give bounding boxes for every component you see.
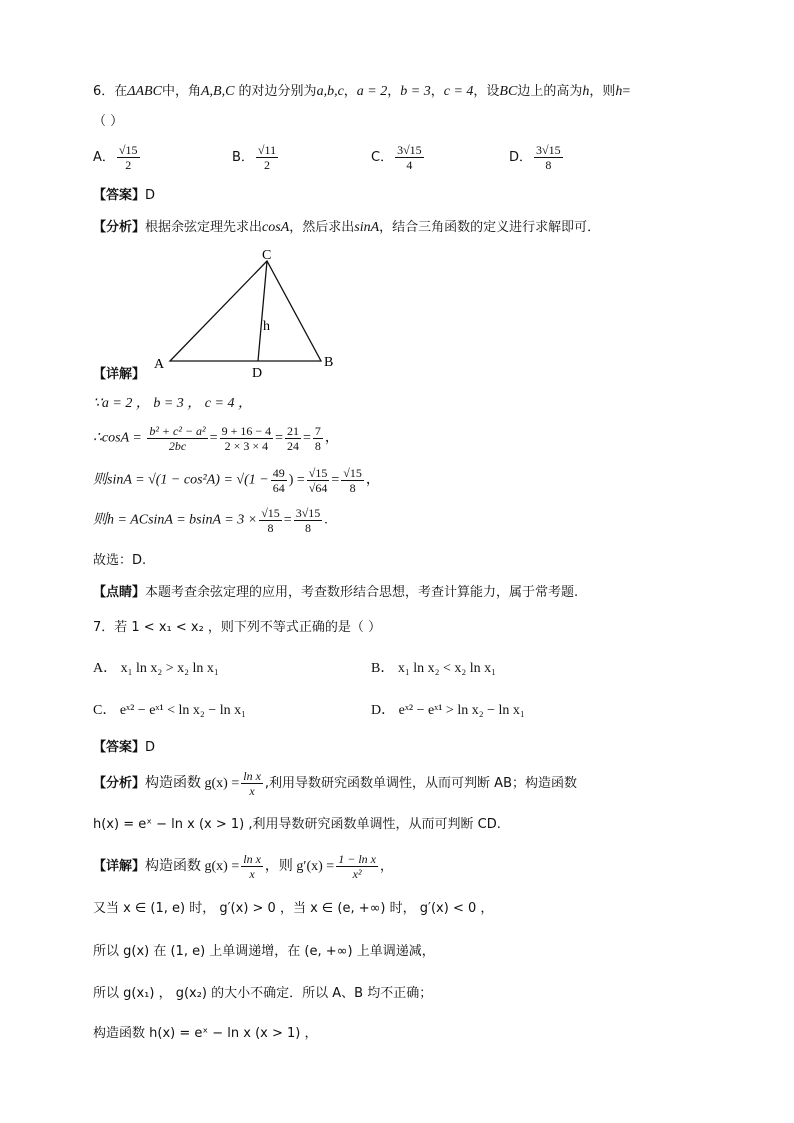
q6-stem-text: 中，角: [161, 84, 201, 99]
q6-given-values: ∵a = 2 ， b = 3 ， c = 4 ，: [93, 396, 252, 411]
q6-answer: [93, 189, 155, 202]
denominator: 8: [267, 521, 274, 535]
answer-tag: 【答案】: [93, 740, 146, 755]
detail-text: ，则 g′(x) =: [264, 859, 335, 874]
altitude-cd: [258, 261, 267, 361]
q6-stem-text: ，: [343, 84, 357, 99]
q7-detail-line4: 所以 g(x₁) ， g(x₂) 的大小不确定．所以 A、B 均不正确；: [93, 986, 433, 1001]
formula-lhs: 则h = ACsinA = bsinA = 3 ×: [93, 512, 258, 528]
numerator: b² + c² − a²: [149, 424, 206, 438]
formula-mid: ) =: [288, 472, 305, 488]
numerator: √11: [257, 143, 277, 157]
punctuation: .: [324, 512, 328, 528]
q7-detail-line2: 又当 x ∈ (1, e) 时， g′(x) > 0 ，当 x ∈ (e, +∞) 时， g′(x) < 0 ，: [93, 901, 494, 916]
comment-tag: 【点睛】: [93, 585, 146, 600]
equals: =: [331, 472, 340, 488]
q6-stem-text: 6．在: [93, 84, 128, 99]
vertex-c-label: C: [262, 248, 272, 263]
q6-option-c: [371, 144, 426, 171]
option-fraction: [534, 144, 563, 171]
numerator: 49: [272, 466, 285, 480]
denominator: x: [249, 784, 255, 798]
option-label: A．: [93, 150, 115, 165]
analysis-text: 构造函数 g(x) =: [145, 776, 240, 791]
numerator: 7: [314, 424, 321, 438]
analysis-text: ，然后求出: [289, 220, 355, 235]
analysis-text: 根据余弦定理先求出: [145, 220, 263, 235]
q6-option-a: [93, 144, 142, 171]
option-fraction: [256, 144, 278, 171]
numerator: 3√15: [397, 143, 422, 157]
numerator: ln x: [243, 852, 261, 866]
numerator: 1 − ln x: [338, 852, 376, 866]
punctuation: ，: [324, 430, 339, 446]
denominator: 8: [314, 439, 321, 453]
analysis-tag: 【分析】: [93, 776, 146, 791]
q7-option-b: B． x₁ ln x₂ < x₂ ln x₁: [371, 661, 497, 676]
punctuation: ，: [379, 859, 393, 874]
answer-value: D: [145, 740, 156, 755]
analysis-text: ,利用导数研究函数单调性，从而可判断 AB；构造函数: [264, 776, 577, 791]
fraction: [313, 425, 323, 452]
q7-detail-line1: [93, 853, 393, 880]
formula-lhs: 则sinA = √(1 − cos²A) = √(1 −: [93, 472, 269, 488]
detail-tag: 【详解】: [93, 367, 146, 382]
answer-value: D: [145, 188, 156, 203]
vertex-b-label: B: [324, 355, 334, 370]
numerator: √15: [118, 143, 138, 157]
denominator: x: [249, 867, 255, 881]
fraction: [341, 467, 364, 494]
height-label: h: [263, 319, 270, 334]
q6-stem-text: 的对边分别为: [234, 84, 317, 99]
denominator: √64: [308, 481, 328, 495]
q6-angles: A,B,C: [200, 84, 235, 99]
fraction: [285, 425, 301, 452]
denominator: 2 × 3 × 4: [224, 439, 269, 453]
numerator: ln x: [243, 769, 261, 783]
denominator: 2: [125, 158, 132, 172]
fraction: [259, 507, 282, 534]
numerator: 9 + 16 − 4: [221, 424, 272, 438]
q6-side-bc: BC: [499, 84, 518, 99]
sin-a: sinA: [354, 220, 380, 235]
q6-a-value: a = 2: [356, 84, 388, 99]
q7-detail-line5: 构造函数 h(x) = eˣ − ln x (x > 1) ，: [93, 1026, 318, 1041]
fraction: [336, 853, 378, 880]
denominator: 8: [305, 521, 311, 535]
foot-d-label: D: [252, 366, 263, 381]
fraction: [307, 467, 330, 494]
denominator: 8: [545, 158, 552, 172]
vertex-a-label: A: [154, 357, 165, 372]
q7-detail-line3: 所以 g(x) 在 (1, e) 上单调递增，在 (e, +∞) 上单调递减，: [93, 944, 435, 959]
denominator: 24: [287, 439, 300, 453]
fraction: [147, 425, 207, 452]
q6-sides: a,b,c: [316, 84, 344, 99]
comment-text: 本题考查余弦定理的应用，考查数形结合思想，考查计算能力，属于常考题.: [145, 585, 579, 600]
q6-paren: （ ）: [93, 114, 124, 129]
denominator: 64: [272, 481, 285, 495]
q6-sin-line: [93, 467, 380, 494]
q6-height: h: [615, 84, 623, 99]
option-label: D．: [509, 150, 533, 165]
denominator: 4: [406, 158, 413, 172]
denominator: 2bc: [168, 439, 187, 453]
q6-choose: 故选：D.: [93, 553, 147, 568]
numerator: √15: [343, 466, 362, 480]
fraction: [294, 507, 323, 534]
q7-analysis-line2: h(x) = eˣ − ln x (x > 1) ,利用导数研究函数单调性，从而可判断 CD.: [93, 817, 501, 832]
q6-analysis: [93, 221, 600, 235]
numerator: 21: [287, 424, 300, 438]
q6-stem-text: ，设: [473, 84, 500, 99]
q6-stem: [93, 85, 630, 99]
q6-stem-text: ，则: [589, 84, 616, 99]
fraction: [241, 853, 263, 880]
denominator: 2: [263, 158, 270, 172]
numerator: √15: [308, 466, 328, 480]
q7-option-c: C． eˣ² − eˣ¹ < ln x₂ − ln x₁: [93, 703, 246, 718]
q7-option-d: D． eˣ² − eˣ¹ > ln x₂ − ln x₁: [371, 703, 525, 718]
analysis-text: ，结合三角函数的定义进行求解即可．: [379, 220, 601, 235]
q6-stem-text: 边上的高为: [517, 84, 583, 99]
q6-height: h: [582, 84, 590, 99]
q6-option-d: [509, 144, 565, 171]
q6-c-value: c = 4: [443, 84, 474, 99]
q6-equals: =: [622, 84, 631, 99]
option-label: C．: [371, 150, 394, 165]
q6-cos-line: ∴cosA = $\frac{\text{b² + c² − a²}}{2bc}$ = $\frac{9 + 16 - 4}{2 \times 3 \times 4}$ = $\frac{21}{24}$ = $\frac{7}{8}$ ，: [93, 424, 339, 453]
fraction: [271, 467, 287, 494]
q6-height-line: [93, 507, 328, 534]
q7-analysis-line1: [93, 770, 577, 797]
fraction: [220, 425, 274, 452]
numerator: √15: [261, 506, 280, 520]
answer-tag: 【答案】: [93, 188, 146, 203]
option-fraction: [117, 144, 140, 171]
equals: =: [283, 512, 292, 528]
triangle-figure: [148, 244, 348, 384]
cos-a: cosA: [262, 220, 290, 235]
q6-stem-text: ，: [387, 84, 401, 99]
numerator: 3√15: [295, 506, 321, 520]
denominator: 8: [349, 481, 356, 495]
q6-b-value: b = 3: [400, 84, 431, 99]
q6-stem-text: ，: [430, 84, 444, 99]
formula-lhs: ∴cosA =: [93, 430, 142, 446]
denominator: x²: [352, 867, 362, 881]
analysis-tag: 【分析】: [93, 220, 146, 235]
q7-stem: 7．若 1 < x₁ < x₂ ，则下列不等式正确的是（ ）: [93, 620, 382, 635]
numerator: 3√15: [536, 143, 561, 157]
detail-tag: 【详解】: [93, 859, 146, 874]
punctuation: ，: [365, 472, 380, 488]
q7-option-a: A． x₁ ln x₂ > x₂ ln x₁: [93, 661, 219, 676]
detail-text: 构造函数 g(x) =: [145, 859, 240, 874]
q6-option-b: [232, 144, 280, 171]
fraction: [241, 770, 263, 797]
q6-triangle: ΔABC: [127, 84, 162, 99]
q7-answer: [93, 741, 155, 754]
triangle-abc: [170, 261, 321, 361]
q6-detail-tag: [93, 368, 145, 381]
q6-comment: [93, 586, 578, 599]
option-label: B．: [232, 150, 254, 165]
option-fraction: [395, 144, 424, 171]
